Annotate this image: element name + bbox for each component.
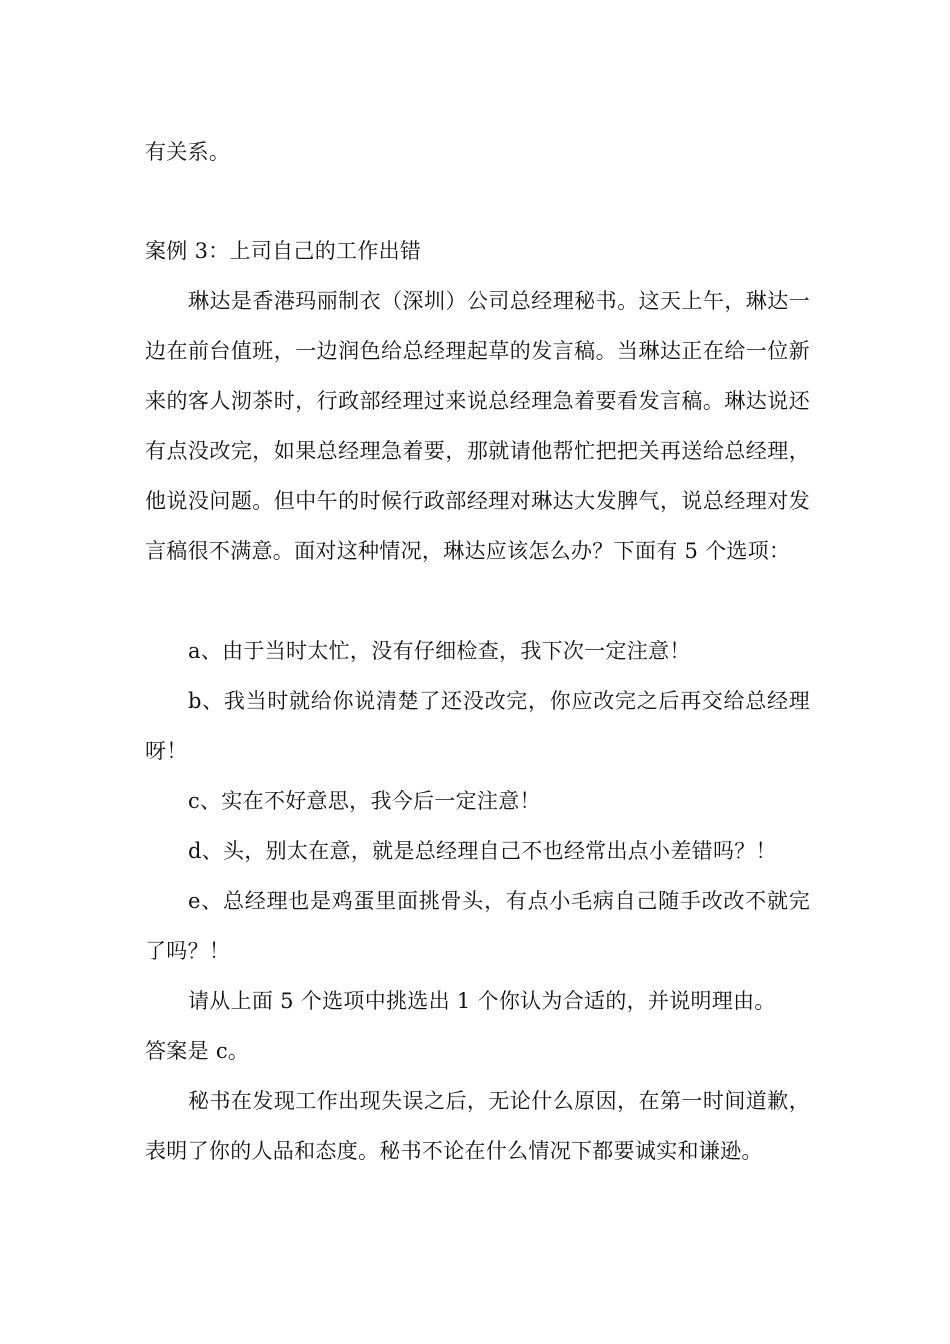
explanation-paragraph: 秘书在发现工作出现失误之后，无论什么原因，在第一时间道歉，表明了你的人品和态度。秘书不论在什么情况下都要诚实和谦逊。 — [145, 1089, 810, 1163]
case-description-paragraph: 琳达是香港玛丽制衣（深圳）公司总经理秘书。这天上午，琳达一边在前台值班，一边润色给总经理起草的发言稿。当琳达正在给一位新来的客人沏茶时，行政部经理过来说总经理急着要看发言稿。琳达说还有点没改完，如果总经理急着要，那就请他帮忙把把关再送给总经理，他说没问题。但中午的时候行政部经理对琳达大发脾气，说总经理对发言稿很不满意。面对这种情况，琳达应该怎么办？下面有 5 个选项： — [145, 289, 810, 563]
case-heading: 案例 3：上司自己的工作出错 — [145, 239, 422, 263]
answer-paragraph: 答案是 c。 — [145, 1039, 250, 1063]
option-c: c、实在不好意思，我今后一定注意！ — [188, 789, 541, 813]
option-b: b、我当时就给你说清楚了还没改完，你应改完之后再交给总经理呀！ — [145, 689, 810, 763]
instruction-paragraph: 请从上面 5 个选项中挑选出 1 个你认为合适的，并说明理由。 — [188, 989, 776, 1013]
option-d: d、头，别太在意，就是总经理自己不也经常出点小差错吗？！ — [188, 839, 777, 863]
option-e: e、总经理也是鸡蛋里面挑骨头，有点小毛病自己随手改改不就完了吗？！ — [145, 889, 810, 963]
continuation-paragraph: 有关系。 — [145, 140, 231, 164]
option-a: a、由于当时太忙，没有仔细检查，我下次一定注意！ — [188, 639, 691, 663]
